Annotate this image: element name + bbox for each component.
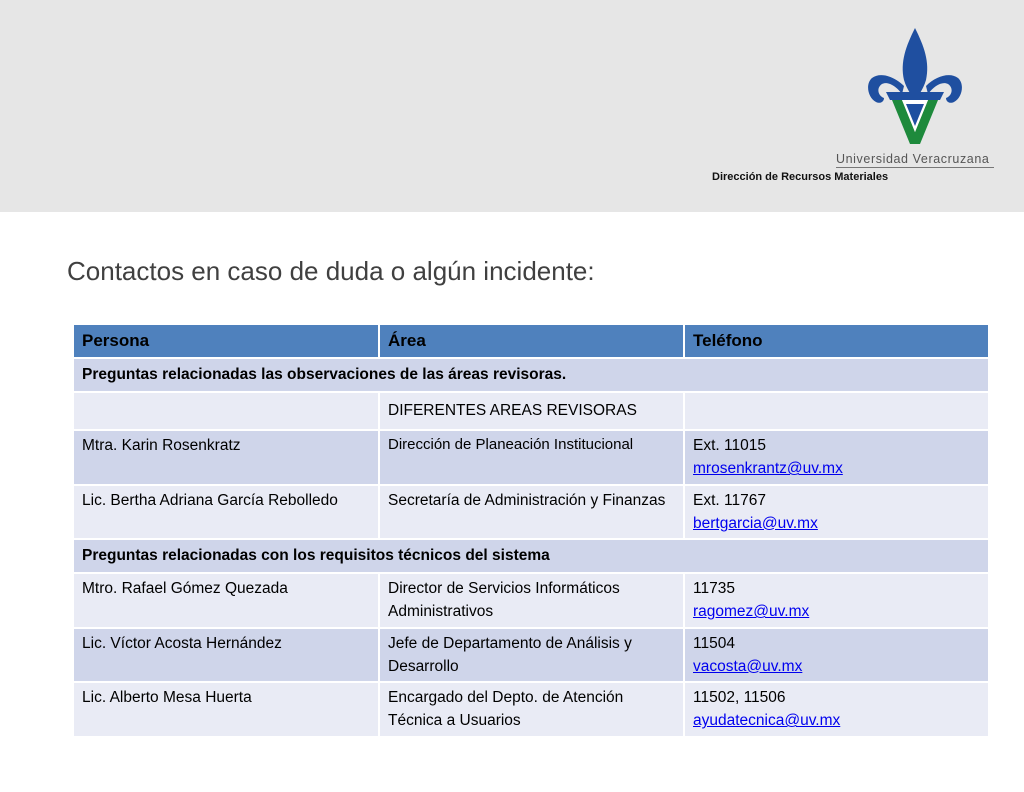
header-telefono: Teléfono xyxy=(684,324,989,358)
cell-telefono xyxy=(684,573,989,628)
cell-persona: Lic. Bertha Adriana García Rebolledo xyxy=(73,485,379,540)
university-logo xyxy=(830,26,1000,171)
table-row xyxy=(73,573,989,628)
phone-text: 11502, 11506 xyxy=(693,689,786,706)
email-link[interactable]: ragomez@uv.mx xyxy=(693,603,810,621)
cell-telefono xyxy=(684,430,989,485)
cell-telefono xyxy=(684,628,989,683)
phone-text: Ext. 11767 xyxy=(693,491,766,509)
email-link[interactable]: bertgarcia@uv.mx xyxy=(693,514,818,532)
cell-area: Director de Servicios Informáticos Administrativos xyxy=(379,573,684,628)
cell-telefono xyxy=(684,392,989,430)
section-label: Preguntas relacionadas con los requisitos técnicos del sistema xyxy=(73,539,989,573)
section-label: Preguntas relacionadas las observaciones de las áreas revisoras. xyxy=(73,358,989,392)
header-area: Área xyxy=(379,324,684,358)
university-name: Universidad Veracruzana xyxy=(836,152,994,168)
cell-area: Encargado del Depto. de Atención Técnica a Usuarios xyxy=(379,682,684,737)
email-link[interactable]: mrosenkrantz@uv.mx xyxy=(693,460,843,478)
cell-persona: Mtra. Karin Rosenkratz xyxy=(73,430,379,485)
cell-persona xyxy=(73,392,379,430)
cell-persona: Lic. Víctor Acosta Hernández xyxy=(73,628,379,683)
table-header-row xyxy=(73,324,989,358)
cell-area: Secretaría de Administración y Finanzas xyxy=(379,485,684,540)
contacts-table xyxy=(72,323,990,738)
cell-telefono xyxy=(684,682,989,737)
phone-text: 11504 xyxy=(693,634,735,652)
table-row xyxy=(73,430,989,485)
email-link[interactable]: ayudatecnica@uv.mx xyxy=(693,712,841,730)
email-link[interactable]: vacosta@uv.mx xyxy=(693,657,803,675)
table-row xyxy=(73,628,989,683)
cell-persona: Lic. Alberto Mesa Huerta xyxy=(73,682,379,737)
section-row-requisitos xyxy=(73,539,989,573)
table-row xyxy=(73,682,989,737)
table-row xyxy=(73,485,989,540)
cell-persona: Mtro. Rafael Gómez Quezada xyxy=(73,573,379,628)
cell-area: Jefe de Departamento de Análisis y Desarrollo xyxy=(379,628,684,683)
section-row-revisoras xyxy=(73,358,989,392)
cell-area: Dirección de Planeación Institucional xyxy=(379,430,684,485)
flor-de-lis-icon xyxy=(866,26,964,150)
department-name: Dirección de Recursos Materiales xyxy=(712,171,889,183)
phone-text: Ext. 11015 xyxy=(693,437,766,454)
page-title: Contactos en caso de duda o algún incidente: xyxy=(67,256,595,286)
cell-area: DIFERENTES AREAS REVISORAS xyxy=(379,392,684,430)
cell-telefono xyxy=(684,485,989,540)
header-persona: Persona xyxy=(73,324,379,358)
phone-text: 11735 xyxy=(693,580,735,597)
table-row xyxy=(73,392,989,430)
